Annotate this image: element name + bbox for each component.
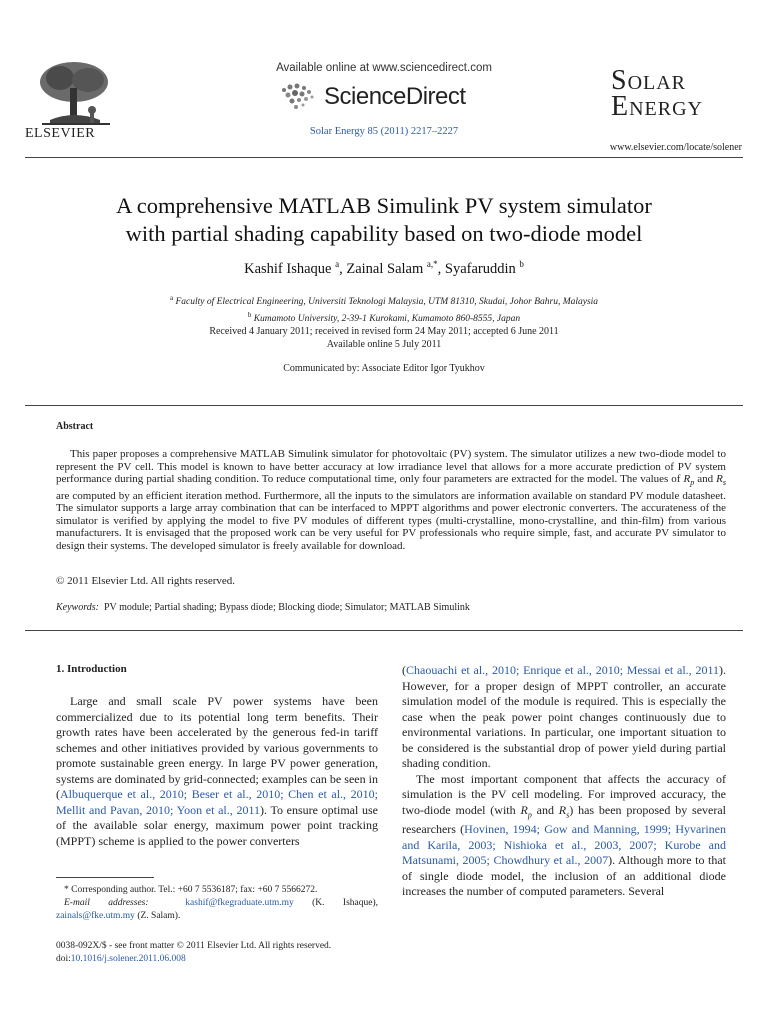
author-name[interactable]: Syafaruddin (444, 260, 516, 277)
footnote: * Corresponding author. Tel.: +60 7 5536187; fax: +60 7 5566272. E-mail addresses: kashif@fkegraduate.utm.my (K. Ishaque), zainals@fke.utm.my (Z. Salam). (56, 885, 379, 921)
article-dates (0, 325, 768, 351)
article-title (0, 192, 768, 248)
received-dates: Received 4 January 2011; received in revised form 24 May 2011; accepted 6 June 2011 (209, 326, 559, 337)
publisher-name: ELSEVIER (25, 126, 96, 141)
author-name[interactable]: Zainal Salam (346, 260, 424, 277)
abstract-copyright: © 2011 Elsevier Ltd. All rights reserved. (56, 575, 236, 587)
issn-line: 0038-092X/$ - see front matter © 2011 Elsevier Ltd. All rights reserved. (56, 941, 332, 951)
author-name[interactable]: Kashif Ishaque (244, 260, 332, 277)
intro-column-2: (Chaouachi et al., 2010; Enrique et al., 2010; Messai et al., 2011). However, for a proper design of MPPT controller, an accurate simulation model of the module is required. This is especially the case when the peak power point changes continuously due to environmental variations. In particular, one important situation to be considered is the substantial drop of power yield during partial shading condition. The most important component that affects the accuracy of simulation is the PV cell modeling. For improved accuracy, the two-diode model (with $R_p$ and $R_s$) has been proposed by several researchers (Hovinen, 1994; Gow and Manning, 1999; Hyvarinen and Karila, 2003; Nishioka et al., 2003, 2007; Kurobe and Matsunami, 2005; Chowdhury et al., 2007). Although more to that of single diode model, the inclusion of an additional diode increases the number of computed parameters. Several (402, 663, 727, 899)
sciencedirect-dots-icon (278, 82, 318, 112)
journal-title-line2: Energy (611, 91, 703, 122)
journal-title-line1: Solar (611, 65, 687, 96)
available-online: Available online at www.sciencedirect.com (276, 62, 492, 74)
abstract-body: This paper proposes a comprehensive MATLAB Simulink simulator for photovoltaic (PV) system. The simulator utilizes a new two-diode model to represent the PV cell. This model is known to have better accuracy at low irradiance level that allows for a more accurate prediction of PV system performance during partial shading condition. To reduce computational time, only four parameters are extracted for the model. The values of $R_p$ and $R_s$ are computed by an efficient iteration method. Furthermore, all the inputs to the simulators are information available on standard PV module datasheet. The simulator supports a large array combination that can be interfaced to MPPT algorithms and power electronic converters. The accurateness of the simulator is verified by applying the model to five PV modules of different types (multi-crystalline, mono-crystalline, and thin-film) from various manufacturers. It is envisaged that the proposed work can be very useful for PV professionals who require simple, fast, and accurate PV simulator to design their systems. The developed simulator is freely available for download. (56, 448, 726, 552)
journal-title-logo (611, 65, 703, 122)
keywords-label: Keywords: (56, 602, 99, 613)
affiliation-a: $^a$ Faculty of Electrical Engineering, Universiti Teknologi Malaysia, UTM 81310, Skudai, Johor Bahru, Malaysia (169, 294, 599, 308)
journal-url[interactable]: www.elsevier.com/locate/solener (609, 142, 742, 153)
section-heading-introduction: 1. Introduction (56, 663, 127, 675)
sciencedirect-logo (278, 80, 466, 114)
abstract-bottom-rule (25, 630, 743, 631)
affiliation-b: $^b$ Kumamoto University, 2-39-1 Kurokami, Kumamoto 860-8555, Japan (247, 311, 521, 325)
author-sup: b (519, 259, 524, 269)
author-sup: a,* (426, 259, 438, 269)
front-matter: 0038-092X/$ - see front matter © 2011 Elsevier Ltd. All rights reserved. doi:10.1016/j.solener.2011.06.008 (56, 941, 332, 964)
email-link[interactable]: zainals@fke.utm.my (56, 911, 135, 921)
title-line2: with partial shading capability based on two-diode model (125, 221, 643, 246)
online-date: Available online 5 July 2011 (326, 339, 442, 350)
intro-paragraph-1: Large and small scale PV power systems have been commercialized due to its potential long term benefits. Their growth rates have been accelerated by the generous fed-in tariff schemes and other initiatives provided by various governments to promote sustainable green energy. In large PV power generation, systems are dominated by grid-connected; examples can be seen in (Albuquerque et al., 2010; Beser et al., 2010; Chen et al., 2010; Mellit and Pavan, 2010; Yoon et al., 2011). To ensure optimal use of the available solar energy, maximum power point tracking (MPPT) scheme is applied to the power converters (56, 694, 379, 848)
title-line1: A comprehensive MATLAB Simulink PV system simulator (116, 193, 652, 218)
email-link[interactable]: kashif@fkegraduate.utm.my (185, 898, 294, 908)
citation-link[interactable]: Albuquerque et al., 2010; Beser et al., 2010; Chen et al., 2010; Mellit and Pavan, 2010; Yoon et al., 2011 (56, 787, 378, 817)
abstract-heading: Abstract (56, 421, 94, 432)
author-sup: a (335, 259, 340, 269)
journal-reference[interactable]: Solar Energy 85 (2011) 2217–2227 (309, 126, 459, 137)
doi-link[interactable]: 10.1016/j.solener.2011.06.008 (70, 954, 186, 964)
sciencedirect-wordmark: ScienceDirect (324, 83, 466, 110)
citation-link[interactable]: Chaouachi et al., 2010; Enrique et al., 2010; Messai et al., 2011 (406, 663, 719, 677)
header-rule (25, 157, 743, 158)
abstract-top-rule (25, 405, 743, 406)
footnote-rule (56, 877, 154, 878)
keywords-list: PV module; Partial shading; Bypass diode; Blocking diode; Simulator; MATLAB Simulink (103, 602, 470, 613)
affiliations (0, 292, 768, 326)
citation-link[interactable]: Hovinen, 1994; Gow and Manning, 1999; Hyvarinen and Karila, 2003; Nishioka et al., 2003, 2007; Kurobe and Matsunami, 2005; Chowdhury et al., 2007 (402, 822, 726, 868)
keywords (56, 602, 470, 613)
corresponding-author: * Corresponding author. Tel.: +60 7 5536187; fax: +60 7 5566272. (64, 885, 318, 895)
author-list: Kashif Ishaque $^a$, Zainal Salam $^{a,*}$, Syafaruddin $^b$ (244, 259, 524, 277)
communicated-by: Communicated by: Associate Editor Igor Tyukhov (283, 363, 485, 374)
